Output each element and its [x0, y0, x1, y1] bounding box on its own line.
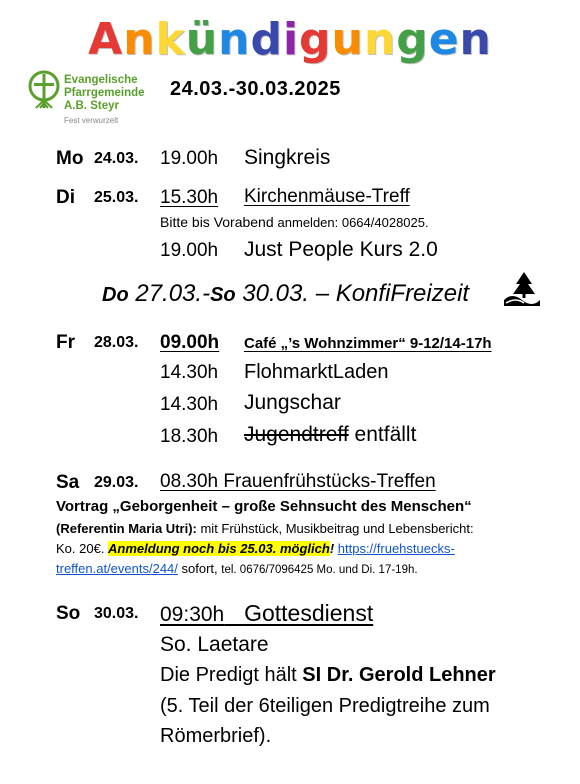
- event-link[interactable]: https://fruehstuecks-: [337, 541, 455, 556]
- event-title: Gottesdienst: [244, 600, 374, 626]
- day-label: Mo: [56, 148, 84, 169]
- title-letter: i: [282, 14, 300, 65]
- date-label: 28.03.: [94, 334, 139, 351]
- event-title: 30.03. – KonfiFreizeit: [235, 280, 470, 307]
- event-time: 19.00h: [160, 148, 219, 169]
- speaker: (Referentin Maria Utri):: [56, 521, 197, 536]
- event-link[interactable]: treffen.at/events/244/: [56, 561, 178, 576]
- day-label: Fr: [56, 332, 75, 353]
- logo-line: A.B. Steyr: [64, 100, 119, 112]
- day-label: Sa: [56, 472, 80, 493]
- event-time: 15.30h: [160, 187, 219, 208]
- contact-line: [56, 561, 418, 576]
- title-letter: u: [331, 14, 364, 65]
- title-letter: e: [428, 14, 460, 65]
- details-text: mit Frühstück, Musikbeitrag und Lebensbericht:: [196, 521, 474, 536]
- price-line: [56, 541, 455, 556]
- series-note: Römerbrief).: [160, 725, 272, 747]
- punctuation: !: [329, 541, 338, 556]
- logo-text: [64, 74, 145, 113]
- event-title: Just People Kurs 2.0: [244, 238, 438, 261]
- title-letter: n: [459, 14, 492, 65]
- event-title: FlohmarktLaden: [244, 361, 389, 383]
- registration-deadline: Anmeldung noch bis 25.03. möglich: [108, 541, 330, 556]
- logo-line: Pfarrgemeinde: [64, 87, 145, 99]
- phone-number: tel. 0676/7096425: [221, 564, 314, 576]
- page-title: [0, 14, 580, 66]
- title-letter: n: [218, 14, 251, 65]
- event-title: Singkreis: [244, 146, 331, 169]
- logo-line: Evangelische: [64, 74, 138, 86]
- event-note: [160, 214, 429, 230]
- title-letter: d: [250, 14, 283, 65]
- title-letter: g: [299, 14, 332, 65]
- church-logo: [28, 70, 188, 126]
- title-letter: A: [88, 14, 124, 65]
- event-time: 09.00h: [160, 332, 220, 353]
- event-title: Café „’s Wohnzimmer“ 9-12/14-17h: [244, 335, 492, 352]
- lecture-title: Vortrag „Geborgenheit – große Sehnsucht des Menschen“: [56, 498, 472, 515]
- title-letter: k: [155, 14, 186, 65]
- logo-tagline: Fest verwurzelt: [64, 116, 119, 125]
- event-title: Kirchenmäuse-Treff: [244, 186, 410, 207]
- sunday-name: So. Laetare: [160, 633, 269, 656]
- title-letter: ü: [185, 14, 219, 65]
- event-title: [244, 423, 416, 447]
- service-title: [160, 600, 373, 627]
- note-text: anmelden: 0664/4028025.: [277, 215, 429, 230]
- day-label: Do: [102, 284, 129, 306]
- event-time: 09:30h: [160, 603, 225, 626]
- camp-icon: [502, 270, 542, 306]
- title-letter: n: [123, 14, 156, 65]
- lecture-details: [56, 521, 474, 536]
- day-label: So: [210, 284, 236, 306]
- date-label: 29.03.: [94, 474, 139, 491]
- preacher-name: SI Dr. Gerold Lehner: [302, 664, 496, 686]
- title-letter: g: [396, 14, 429, 65]
- event-status: entfällt: [348, 423, 417, 446]
- price: Ko. 20€.: [56, 541, 109, 556]
- event-title: Jungschar: [244, 391, 341, 414]
- date-label: 25.03.: [94, 189, 139, 206]
- event-title: 08.30h Frauenfrühstücks-Treffen: [160, 471, 436, 492]
- date-range-text: 27.03.-: [128, 280, 211, 307]
- contact-hours: Mo. und Di. 17-19h.: [313, 564, 418, 576]
- konfi-line: [102, 280, 469, 308]
- date-range: 24.03.-30.03.2025: [170, 78, 341, 100]
- date-label: 24.03.: [94, 150, 139, 167]
- preacher-line: [160, 664, 496, 687]
- note-text: Bitte bis Vorabend: [160, 214, 278, 230]
- series-note: (5. Teil der 6teiligen Predigtreihe zum: [160, 695, 490, 717]
- event-time: 18.30h: [160, 426, 219, 447]
- details-text: sofort,: [177, 561, 222, 576]
- date-label: 30.03.: [94, 605, 139, 622]
- event-time: 14.30h: [160, 394, 219, 415]
- preacher-label: Die Predigt hält: [160, 664, 303, 686]
- event-time: 19.00h: [160, 240, 219, 261]
- title-letter: n: [363, 14, 397, 65]
- day-label: So: [56, 603, 81, 624]
- cancelled-event: Jugendtreff: [244, 423, 349, 446]
- day-label: Di: [56, 187, 75, 208]
- tree-cross-icon: [28, 70, 60, 110]
- event-time: 14.30h: [160, 362, 219, 383]
